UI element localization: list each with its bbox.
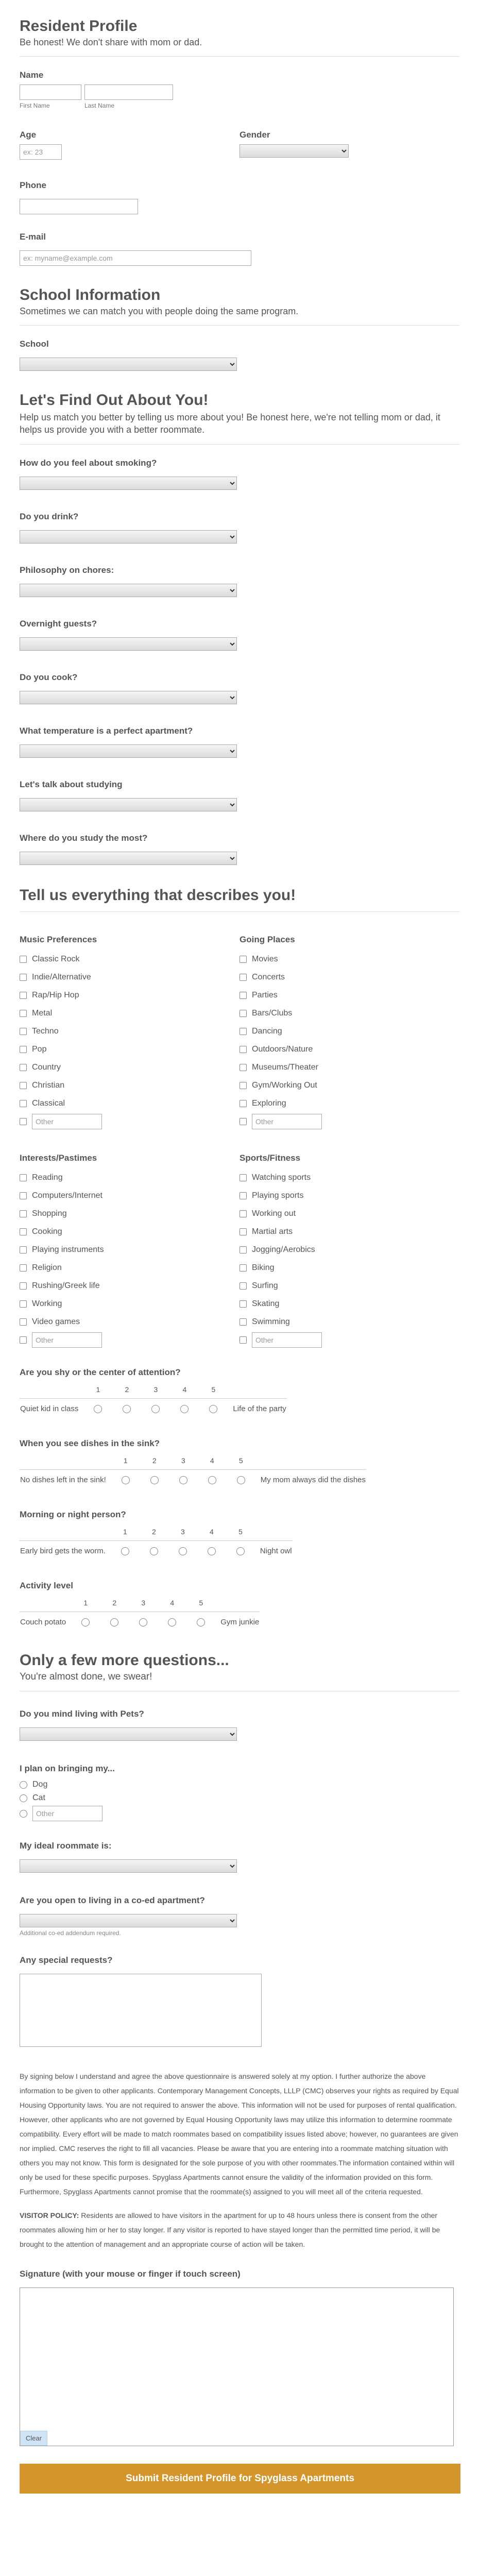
checkbox-option[interactable] bbox=[239, 986, 459, 1004]
checkbox-label: Parties bbox=[252, 990, 278, 999]
checkbox[interactable] bbox=[239, 1336, 247, 1344]
checkbox[interactable] bbox=[239, 1046, 247, 1053]
other-input[interactable] bbox=[32, 1114, 102, 1129]
drink-select[interactable] bbox=[20, 530, 237, 544]
scale-radio[interactable] bbox=[139, 1618, 147, 1626]
checkbox[interactable] bbox=[20, 1246, 27, 1253]
music-group bbox=[20, 935, 239, 1130]
checkbox-option[interactable] bbox=[239, 1058, 459, 1076]
question-field bbox=[20, 512, 459, 544]
checkbox[interactable] bbox=[20, 1082, 27, 1089]
special-requests-textarea[interactable] bbox=[20, 1974, 262, 2047]
school-section-header bbox=[20, 286, 459, 317]
school-select[interactable] bbox=[20, 358, 237, 371]
checkbox-option[interactable] bbox=[239, 1187, 459, 1205]
checkbox-option[interactable] bbox=[239, 968, 459, 986]
checkbox-label: Rushing/Greek life bbox=[32, 1281, 100, 1290]
checkbox-label: Concerts bbox=[252, 972, 285, 981]
gender-select[interactable] bbox=[239, 144, 349, 158]
school-section-title: School Information bbox=[20, 286, 161, 303]
checkbox-option[interactable] bbox=[20, 1277, 239, 1295]
overnight-guests-select[interactable] bbox=[20, 637, 237, 651]
scale-number: 3 bbox=[181, 1456, 185, 1465]
checkbox[interactable] bbox=[20, 1210, 27, 1217]
checkbox[interactable] bbox=[239, 1100, 247, 1107]
checkbox[interactable] bbox=[239, 1300, 247, 1308]
scale-radio[interactable] bbox=[81, 1618, 90, 1626]
coed-hint: Additional co-ed addendum required. bbox=[20, 1929, 121, 1937]
checkbox-label: Techno bbox=[32, 1026, 59, 1036]
checkbox[interactable] bbox=[239, 1174, 247, 1181]
studying-select[interactable] bbox=[20, 798, 237, 811]
checkbox-option[interactable] bbox=[20, 1205, 239, 1223]
ideal-roommate-label: My ideal roommate is: bbox=[20, 1841, 112, 1851]
checkbox-option-other[interactable] bbox=[239, 1331, 459, 1349]
scale-radio[interactable] bbox=[179, 1476, 187, 1484]
scale-label: When you see dishes in the sink? bbox=[20, 1438, 160, 1448]
option-label: Dog bbox=[32, 1780, 48, 1789]
checkbox-label: Bars/Clubs bbox=[252, 1008, 293, 1018]
scale-number: 3 bbox=[141, 1598, 146, 1607]
checkbox[interactable] bbox=[20, 1336, 27, 1344]
question-field bbox=[20, 779, 459, 811]
checkbox-option[interactable] bbox=[20, 1022, 239, 1040]
bringing-label: I plan on bringing my... bbox=[20, 1764, 115, 1773]
checkbox-option[interactable] bbox=[20, 1004, 239, 1022]
checkbox-label: Martial arts bbox=[252, 1227, 293, 1236]
scale-radio[interactable] bbox=[236, 1547, 245, 1555]
scale-radio[interactable] bbox=[168, 1618, 176, 1626]
music-title: Music Preferences bbox=[20, 935, 97, 944]
radio-button[interactable] bbox=[20, 1781, 27, 1789]
question-label: How do you feel about smoking? bbox=[20, 458, 157, 468]
checkbox[interactable] bbox=[239, 1118, 247, 1125]
checkbox[interactable] bbox=[239, 1210, 247, 1217]
checkbox-option[interactable] bbox=[239, 1313, 459, 1331]
email-input[interactable] bbox=[20, 250, 251, 266]
question-label: What temperature is a perfect apartment? bbox=[20, 726, 193, 736]
checkbox-label: Shopping bbox=[32, 1209, 67, 1218]
checkbox-option[interactable] bbox=[239, 1295, 459, 1313]
question-label: Overnight guests? bbox=[20, 619, 97, 629]
checkbox-label: Indie/Alternative bbox=[32, 972, 91, 981]
scale-number: 1 bbox=[96, 1385, 100, 1394]
rating-scale bbox=[20, 1523, 293, 1561]
scale-radio[interactable] bbox=[151, 1405, 160, 1413]
radio-button[interactable] bbox=[20, 1810, 27, 1818]
checkbox[interactable] bbox=[20, 1046, 27, 1053]
name-label: Name bbox=[20, 70, 44, 80]
rating-scale bbox=[20, 1452, 366, 1490]
checkbox-option[interactable] bbox=[20, 1187, 239, 1205]
checkbox[interactable] bbox=[20, 1064, 27, 1071]
divider bbox=[20, 911, 459, 912]
checkbox-option[interactable] bbox=[20, 1040, 239, 1058]
phone-label: Phone bbox=[20, 180, 46, 190]
checkbox[interactable] bbox=[20, 956, 27, 963]
checkbox-label: Rap/Hip Hop bbox=[32, 990, 79, 999]
temperature-select[interactable] bbox=[20, 744, 237, 758]
last-name-sublabel: Last Name bbox=[84, 102, 115, 109]
checkbox-option[interactable] bbox=[239, 1223, 459, 1241]
scale-radio[interactable] bbox=[197, 1618, 205, 1626]
signature-pad[interactable] bbox=[20, 2287, 454, 2446]
scale-number: 5 bbox=[238, 1527, 243, 1536]
scale-radio[interactable] bbox=[237, 1476, 245, 1484]
checkbox-label: Movies bbox=[252, 954, 278, 963]
checkbox[interactable] bbox=[20, 1300, 27, 1308]
scale-number: 1 bbox=[123, 1456, 128, 1465]
checkbox-label: Skating bbox=[252, 1299, 280, 1308]
age-gender-row bbox=[20, 130, 459, 160]
divider bbox=[20, 56, 459, 57]
checkbox-label: Playing sports bbox=[252, 1191, 304, 1200]
question-field bbox=[20, 726, 459, 758]
describe-section-header bbox=[20, 887, 459, 904]
submit-button[interactable]: Submit Resident Profile for Spyglass Apartments bbox=[20, 2464, 460, 2494]
scale-number: 1 bbox=[83, 1598, 88, 1607]
checkbox-label: Surfing bbox=[252, 1281, 278, 1290]
scale-right-label: Night owl bbox=[255, 1540, 293, 1561]
scale-radio[interactable] bbox=[150, 1476, 159, 1484]
scale-label: Activity level bbox=[20, 1581, 73, 1590]
scale-right-label: Life of the party bbox=[228, 1398, 286, 1419]
scale-left-label: Couch potato bbox=[20, 1612, 71, 1632]
bringing-field bbox=[20, 1764, 459, 1822]
question-field bbox=[20, 458, 459, 490]
places-group bbox=[239, 935, 459, 1130]
scale-number: 4 bbox=[210, 1456, 214, 1465]
checkbox-option[interactable] bbox=[239, 1277, 459, 1295]
scale-radio[interactable] bbox=[208, 1476, 216, 1484]
other-input[interactable] bbox=[252, 1114, 322, 1129]
option-label: Cat bbox=[32, 1793, 45, 1802]
bringing-other-input[interactable] bbox=[32, 1806, 102, 1821]
checkbox[interactable] bbox=[20, 1028, 27, 1035]
school-label: School bbox=[20, 339, 49, 349]
radio-button[interactable] bbox=[20, 1794, 27, 1802]
scale-number: 2 bbox=[112, 1598, 117, 1607]
checkbox-label: Working bbox=[32, 1299, 62, 1308]
scale-question bbox=[20, 1367, 459, 1419]
checkbox-option[interactable] bbox=[239, 1076, 459, 1094]
about-section-title: Let's Find Out About You! bbox=[20, 392, 209, 409]
checkbox-option[interactable] bbox=[239, 1004, 459, 1022]
question-label: Do you drink? bbox=[20, 512, 79, 521]
name-field bbox=[20, 70, 459, 109]
email-label: E-mail bbox=[20, 232, 46, 242]
checkbox[interactable] bbox=[20, 992, 27, 999]
checkbox-option[interactable] bbox=[239, 1040, 459, 1058]
checkbox[interactable] bbox=[239, 1064, 247, 1071]
places-title: Going Places bbox=[239, 935, 295, 944]
scale-number: 4 bbox=[170, 1598, 175, 1607]
checkbox-label: Museums/Theater bbox=[252, 1062, 318, 1072]
checkbox-label: Classic Rock bbox=[32, 954, 80, 963]
checkbox-label: Video games bbox=[32, 1317, 80, 1326]
scale-radio[interactable] bbox=[208, 1547, 216, 1555]
page-subtitle: Be honest! We don't share with mom or dad. bbox=[20, 37, 202, 47]
scale-radio[interactable] bbox=[110, 1618, 118, 1626]
checkbox-label: Computers/Internet bbox=[32, 1191, 102, 1200]
signature-clear-button[interactable]: Clear bbox=[20, 2431, 47, 2446]
checkbox[interactable] bbox=[20, 1282, 27, 1290]
ideal-roommate-field bbox=[20, 1841, 459, 1873]
scale-number: 5 bbox=[238, 1456, 243, 1465]
visitor-policy-title: VISITOR POLICY: bbox=[20, 2211, 79, 2219]
last-name-input[interactable] bbox=[84, 84, 173, 100]
scale-radio[interactable] bbox=[123, 1405, 131, 1413]
special-requests-field bbox=[20, 1955, 459, 2048]
question-label: Let's talk about studying bbox=[20, 779, 123, 789]
final-section-subtitle: You're almost done, we swear! bbox=[20, 1671, 152, 1682]
checkbox[interactable] bbox=[239, 1246, 247, 1253]
rating-scale bbox=[20, 1594, 260, 1632]
checkbox-label: Christian bbox=[32, 1080, 65, 1090]
first-name-input[interactable] bbox=[20, 84, 81, 100]
divider bbox=[20, 444, 459, 445]
question-label: Where do you study the most? bbox=[20, 833, 148, 843]
signature-field bbox=[20, 2269, 459, 2446]
scale-left-label: No dishes left in the sink! bbox=[20, 1469, 111, 1490]
scale-radio[interactable] bbox=[122, 1476, 130, 1484]
scale-radio[interactable] bbox=[94, 1405, 102, 1413]
school-field bbox=[20, 339, 459, 371]
checkbox-option[interactable] bbox=[20, 968, 239, 986]
checkbox-option[interactable] bbox=[20, 1295, 239, 1313]
checkbox[interactable] bbox=[20, 1118, 27, 1125]
question-field bbox=[20, 565, 459, 597]
checkbox-option[interactable] bbox=[20, 986, 239, 1004]
checkbox-option[interactable] bbox=[20, 1076, 239, 1094]
checkbox[interactable] bbox=[239, 992, 247, 999]
pets-field bbox=[20, 1709, 459, 1741]
school-section-subtitle: Sometimes we can match you with people doing the same program. bbox=[20, 306, 299, 316]
scale-number: 1 bbox=[123, 1527, 127, 1536]
scale-radio[interactable] bbox=[121, 1547, 129, 1555]
scale-number: 5 bbox=[211, 1385, 216, 1394]
checkbox-option[interactable] bbox=[239, 1022, 459, 1040]
checkbox[interactable] bbox=[239, 1028, 247, 1035]
coed-field bbox=[20, 1895, 459, 1937]
scale-right-label: Gym junkie bbox=[215, 1612, 260, 1632]
scale-number: 2 bbox=[152, 1456, 157, 1465]
interests-sports-grid bbox=[20, 1153, 459, 1349]
checkbox-label: Reading bbox=[32, 1173, 63, 1182]
scale-radio[interactable] bbox=[209, 1405, 217, 1413]
scale-radio[interactable] bbox=[180, 1405, 189, 1413]
scale-question bbox=[20, 1581, 459, 1632]
visitor-policy-text: Residents are allowed to have visitors in the apartment for up to 48 hours unless there is consent from the other roommates allowing him or her to stay longer. If any visitor is reported to have stayed longer than the permitted time period, it will be brought to the attention of management and an appropriate course of action will be taken. bbox=[20, 2211, 440, 2248]
scale-label: Are you shy or the center of attention? bbox=[20, 1367, 181, 1377]
other-input[interactable] bbox=[252, 1332, 322, 1348]
question-field bbox=[20, 672, 459, 704]
checkbox-label: Gym/Working Out bbox=[252, 1080, 317, 1090]
other-input[interactable] bbox=[32, 1332, 102, 1348]
scale-label: Morning or night person? bbox=[20, 1510, 126, 1519]
interests-group bbox=[20, 1153, 239, 1349]
page-title: Resident Profile bbox=[20, 18, 138, 35]
checkbox-option-other[interactable] bbox=[20, 1331, 239, 1349]
final-section-title: Only a few more questions... bbox=[20, 1652, 229, 1669]
checkbox-option[interactable] bbox=[239, 950, 459, 968]
checkbox[interactable] bbox=[20, 1228, 27, 1235]
checkbox-option[interactable] bbox=[20, 1168, 239, 1187]
checkbox[interactable] bbox=[239, 1010, 247, 1017]
checkbox-option[interactable] bbox=[20, 1223, 239, 1241]
phone-field bbox=[20, 180, 459, 214]
scale-left-label: Quiet kid in class bbox=[20, 1398, 83, 1419]
interests-title: Interests/Pastimes bbox=[20, 1153, 97, 1163]
scale-number: 4 bbox=[210, 1527, 214, 1536]
checkbox-label: Pop bbox=[32, 1044, 47, 1054]
checkbox-label: Outdoors/Nature bbox=[252, 1044, 313, 1054]
pets-select[interactable] bbox=[20, 1727, 237, 1741]
question-field bbox=[20, 833, 459, 865]
checkbox[interactable] bbox=[20, 974, 27, 981]
checkbox[interactable] bbox=[239, 1192, 247, 1199]
scale-number: 3 bbox=[153, 1385, 158, 1394]
gender-label: Gender bbox=[239, 130, 270, 140]
checkbox[interactable] bbox=[20, 1174, 27, 1181]
cook-select[interactable] bbox=[20, 691, 237, 704]
agreement-text: By signing below I understand and agree the above questionnaire is answered solely at my option. I further authorize the above information to be given to other applicants. Contemporary Management Concepts, LLLP (CMC) observes your rights as required by Equal Housing Opportunity laws. You are not required to answer the above. This information will not be used for purposes of rental qualification. However, other applicants who are not governed by Equal Housing Opportunity laws may utilize this information to determine roommate compatibility. Every effort will be made to match roommates based on compatibility issues listed above; however, no guarantees are given nor implied. CMC reserves the right to fill all vacancies. Please be aware that you are entering into a roommate matching situation with others you may not know. This form is designated for the sole purpose of you with other roommates.The information contained within will only be used for these specific purposes. Spyglass Apartments cannot ensure the validity of the information provided on this form. Furthermore, Spyglass Apartments cannot promise that the roommate(s) assigned to you will meet all of the criteria requested. bbox=[20, 2072, 459, 2196]
checkbox-label: Metal bbox=[32, 1008, 53, 1018]
checkbox-label: Exploring bbox=[252, 1098, 286, 1108]
checkbox-label: Jogging/Aerobics bbox=[252, 1245, 315, 1254]
question-field bbox=[20, 619, 459, 651]
about-section-header bbox=[20, 392, 459, 436]
bringing-option-cat[interactable] bbox=[20, 1791, 459, 1805]
checkbox[interactable] bbox=[239, 1228, 247, 1235]
final-section-header bbox=[20, 1652, 459, 1683]
scale-radio[interactable] bbox=[150, 1547, 158, 1555]
phone-input[interactable] bbox=[20, 199, 138, 214]
ideal-roommate-select[interactable] bbox=[20, 1859, 237, 1873]
checkbox-option[interactable] bbox=[20, 1313, 239, 1331]
age-input[interactable] bbox=[20, 144, 62, 160]
first-name-sublabel: First Name bbox=[20, 102, 50, 109]
scale-right-label: My mom always did the dishes bbox=[255, 1469, 366, 1490]
special-requests-label: Any special requests? bbox=[20, 1955, 113, 1965]
visitor-policy bbox=[20, 2208, 459, 2251]
checkbox-label: Classical bbox=[32, 1098, 65, 1108]
checkbox-option[interactable] bbox=[20, 1259, 239, 1277]
question-label: Philosophy on chores: bbox=[20, 565, 114, 575]
checkbox-label: Biking bbox=[252, 1263, 275, 1272]
checkbox[interactable] bbox=[239, 956, 247, 963]
scale-left-label: Early bird gets the worm. bbox=[20, 1540, 111, 1561]
scale-radio[interactable] bbox=[179, 1547, 187, 1555]
checkbox-option[interactable] bbox=[20, 1094, 239, 1112]
checkbox[interactable] bbox=[239, 1082, 247, 1089]
scale-number: 5 bbox=[199, 1598, 203, 1607]
checkbox[interactable] bbox=[239, 1318, 247, 1326]
checkbox-option[interactable] bbox=[239, 1241, 459, 1259]
scale-number: 2 bbox=[152, 1527, 156, 1536]
form-header bbox=[20, 18, 459, 48]
checkbox-option[interactable] bbox=[20, 1241, 239, 1259]
checkbox[interactable] bbox=[239, 1264, 247, 1272]
sports-group bbox=[239, 1153, 459, 1349]
bringing-option-other[interactable] bbox=[20, 1805, 459, 1822]
checkbox[interactable] bbox=[239, 974, 247, 981]
checkbox-option[interactable] bbox=[239, 1205, 459, 1223]
checkbox-label: Watching sports bbox=[252, 1173, 311, 1182]
checkbox-option-other[interactable] bbox=[20, 1112, 239, 1130]
scale-number: 2 bbox=[125, 1385, 129, 1394]
checkbox[interactable] bbox=[20, 1192, 27, 1199]
scale-questions bbox=[20, 1367, 459, 1632]
checkbox[interactable] bbox=[239, 1282, 247, 1290]
checkbox-label: Playing instruments bbox=[32, 1245, 104, 1254]
checkbox-option[interactable] bbox=[20, 950, 239, 968]
scale-question bbox=[20, 1510, 459, 1561]
checkbox-option[interactable] bbox=[239, 1168, 459, 1187]
divider bbox=[20, 325, 459, 326]
pets-label: Do you mind living with Pets? bbox=[20, 1709, 144, 1719]
study-location-select[interactable] bbox=[20, 852, 237, 865]
question-label: Do you cook? bbox=[20, 672, 78, 682]
checkbox[interactable] bbox=[20, 1264, 27, 1272]
checkbox-label: Religion bbox=[32, 1263, 62, 1272]
checkbox-label: Country bbox=[32, 1062, 61, 1072]
checkbox-label: Dancing bbox=[252, 1026, 282, 1036]
checkbox[interactable] bbox=[20, 1100, 27, 1107]
smoking-select[interactable] bbox=[20, 477, 237, 490]
sports-title: Sports/Fitness bbox=[239, 1153, 301, 1163]
checkbox-option[interactable] bbox=[239, 1259, 459, 1277]
checkbox-label: Cooking bbox=[32, 1227, 62, 1236]
coed-label: Are you open to living in a co-ed apartment? bbox=[20, 1895, 205, 1905]
age-label: Age bbox=[20, 130, 37, 140]
checkbox-label: Swimming bbox=[252, 1317, 290, 1326]
scale-number: 3 bbox=[181, 1527, 185, 1536]
coed-select[interactable] bbox=[20, 1914, 237, 1927]
describe-section-title: Tell us everything that describes you! bbox=[20, 887, 296, 904]
scale-question bbox=[20, 1438, 459, 1490]
about-questions bbox=[20, 458, 459, 865]
checkbox[interactable] bbox=[20, 1318, 27, 1326]
rating-scale bbox=[20, 1381, 287, 1419]
checkbox-option[interactable] bbox=[20, 1058, 239, 1076]
checkbox[interactable] bbox=[20, 1010, 27, 1017]
music-places-grid bbox=[20, 935, 459, 1130]
checkbox-option-other[interactable] bbox=[239, 1112, 459, 1130]
about-section-subtitle: Help us match you better by telling us more about you! Be honest here, we're not telling mom or dad, it helps us provide you with a better roommate. bbox=[20, 412, 440, 435]
signature-label: Signature (with your mouse or finger if touch screen) bbox=[20, 2269, 241, 2279]
checkbox-option[interactable] bbox=[239, 1094, 459, 1112]
email-field bbox=[20, 232, 459, 266]
chores-select[interactable] bbox=[20, 584, 237, 597]
checkbox-label: Working out bbox=[252, 1209, 296, 1218]
bringing-option-dog[interactable] bbox=[20, 1778, 459, 1791]
scale-number: 4 bbox=[182, 1385, 187, 1394]
